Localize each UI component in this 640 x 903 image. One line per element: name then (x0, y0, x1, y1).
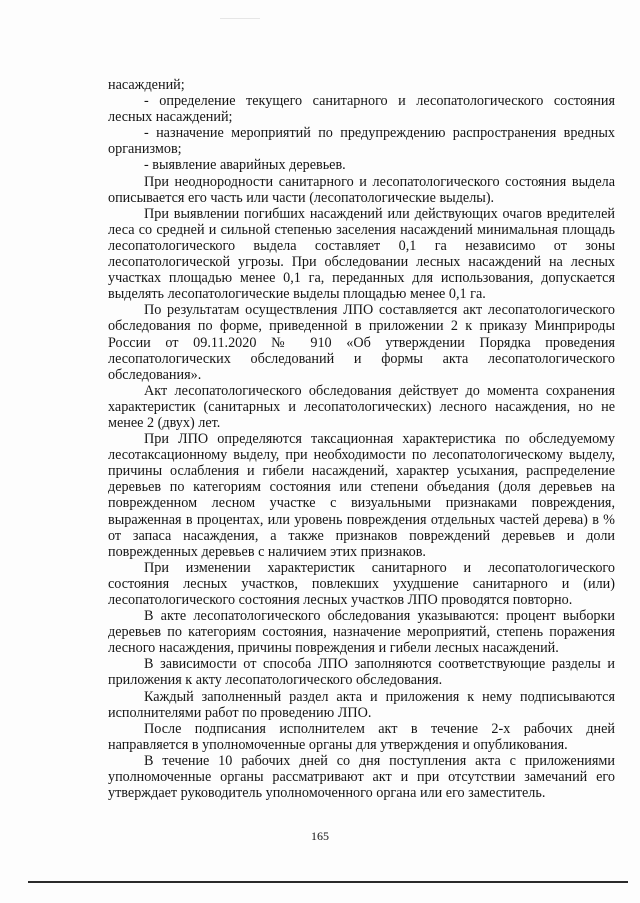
text-line: При изменении характеристик санитарного и лесопатологического (144, 559, 615, 576)
text-line: менее 2 (двух) лет. (108, 414, 221, 431)
text-line: обследования по форме, приведенной в приложении 2 к приказу Минприроды (108, 318, 615, 335)
text-line: лесопатологических обследований и формы акта лесопатологического (108, 350, 615, 367)
text-line: от запаса насаждения, а также признаков повреждений деревьев и доли (108, 527, 615, 544)
text-line: утверждает руководитель уполномоченного органа или его заместитель. (108, 785, 546, 802)
text-line: При ЛПО определяются таксационная характеристика по обследуемому (144, 431, 615, 448)
text-line: направляется в уполномоченные органы для утверждения и опубликования. (108, 736, 568, 753)
text-line: В зависимости от способа ЛПО заполняются соответствующие разделы и (144, 656, 615, 673)
text-line: При неоднородности санитарного и лесопатологического состояния выдела (144, 173, 615, 190)
text-line: уполномоченные органы рассматривают акт и при отсутствии замечаний его (108, 769, 615, 786)
text-line: выраженная в процентах, или уровень повреждения отдельных частей дерева) в % (108, 511, 615, 528)
text-line: причины ослабления и гибели насаждений, характер усыхания, распределение (108, 463, 615, 480)
text-line: деревьев по категориям состояния или степени объедания (доля деревьев на (108, 479, 615, 496)
text-line: - выявление аварийных деревьев. (144, 157, 346, 174)
text-line: характеристик (санитарных и лесопатологических) лесного насаждения, но не (108, 398, 615, 415)
text-line: России от 09.11.2020 № 910 «Об утверждении Порядка проведения (108, 334, 615, 351)
text-line: лесных насаждений; (108, 109, 233, 126)
text-line: насаждений; (108, 77, 185, 93)
text-line: Каждый заполненный раздел акта и приложения к нему подписываются (144, 688, 615, 705)
text-line: поврежденном лесном участке с визуальными признаками повреждения, (108, 495, 615, 512)
text-line: организмов; (108, 141, 182, 158)
body-text (108, 77, 615, 801)
text-line: состояния лесных участков, повлекших ухудшение санитарного и (или) (108, 575, 615, 592)
text-line: После подписания исполнителем акт в течение 2-х рабочих дней (144, 720, 615, 737)
text-line: В акте лесопатологического обследования указываются: процент выборки (144, 608, 615, 625)
page-number: 165 (311, 829, 329, 843)
text-line: приложения к акту лесопатологического обследования. (108, 672, 443, 689)
text-line: описывается его часть или части (лесопатологические выделы). (108, 189, 495, 206)
text-line: леса со средней и сильной степенью заселения насаждений минимальная площадь (108, 221, 615, 238)
bottom-rule (28, 881, 628, 883)
text-line: лесопатологического выдела составляет 0,1 га независимо от зоны (108, 237, 615, 254)
text-line: - определение текущего санитарного и лесопатологического состояния (144, 93, 615, 110)
text-line: По результатам осуществления ЛПО составляется акт лесопатологического (144, 302, 615, 319)
text-line: поврежденных деревьев с наличием этих признаков. (108, 543, 426, 560)
text-line: лесотаксационному выделу, при необходимости по лесопатологическому выделу, (108, 447, 615, 464)
text-line: деревьев по категориям состояния, назначение мероприятий, степень поражения (108, 624, 615, 641)
text-line: Акт лесопатологического обследования действует до момента сохранения (144, 382, 615, 399)
text-line: В течение 10 рабочих дней со дня поступления акта с приложениями (144, 752, 615, 769)
text-line: лесопатологической угрозы. При обследовании лесных насаждений на лесных (108, 254, 615, 271)
text-line: лесного насаждения, причины повреждения и гибели лесных насаждений. (108, 640, 559, 657)
text-line: лесопатологического состояния лесных участков ЛПО проводятся повторно. (108, 592, 573, 608)
text-line: исполнителями работ по проведению ЛПО. (108, 704, 372, 721)
text-line: При выявлении погибших насаждений или действующих очагов вредителей (144, 205, 615, 222)
text-line: выделять лесопатологические выделы площадью менее 0,1 га. (108, 286, 486, 303)
scan-artifact (220, 18, 260, 19)
text-line: участках площадью менее 0,1 га, переданных для использования, допускается (108, 270, 615, 287)
text-line: обследования». (108, 366, 202, 383)
text-line: - назначение мероприятий по предупреждению распространения вредных (144, 125, 615, 142)
